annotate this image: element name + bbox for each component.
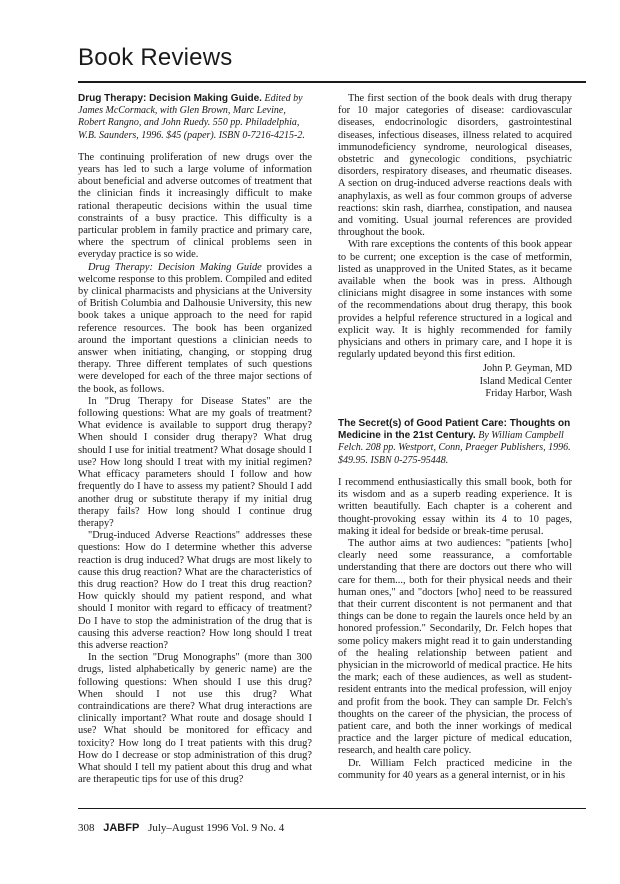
review1-paragraph: With rare exceptions the contents of this book appear to be current; one exception is the case of metformin, listed as unapproved in the United States, as it became available when the book was in press. Although clinicians might disagree in some instances with some of the recommendations about drug therapy, this book provides a helpful reference structured in a logical and explicit way. It is highly recommended for family physicians and others in primary care, and I hope it is regularly updated beyond this first edition.	[338, 239, 572, 361]
journal-name: JABFP	[103, 822, 140, 834]
review2-biblio: By William Campbell Felch. 208 pp. Westport, Conn, Praeger Publishers, 1996. $49.95. ISBN 0-275-95448.	[338, 430, 571, 466]
review1-biblio: Edited by James McCormack, with Glen Brown, Marc Levine, Robert Rangno, and John Ruedy. 550 pp. Philadelphia, W.B. Saunders, 1996. $45 (paper). ISBN 0-7216-4215-2.	[78, 93, 305, 141]
page-number: 308	[78, 822, 95, 834]
review1-paragraph: In the section "Drug Monographs" (more than 300 drugs, listed alphabetically by generic name) are the following questions: When should I use this drug? When should I not use this drug? What contraindications are there? What drug interactions are clinically important? What route and dosage should I use? What should be monitored for efficacy and toxicity? How long do I treat patients with this drug? How do I decrease or stop administration of this drug? What should I tell my patient about this drug and what are therapeutic tips for use of this drug?	[78, 652, 312, 786]
review1-paragraph: The first section of the book deals with drug therapy for 10 major categories of disease: cardiovascular diseases, endocrinologic disorders, gastrointestinal diseases, infectious diseases, illness related to acquired immunodeficiency syndrome, neurological diseases, obstetric and gynecologic conditions, psychiatric disorders, respiratory diseases, and rheumatic diseases. A section on drug-induced adverse reactions deals with anaphylaxis, as well as four common groups of adverse reactions: skin rash, diarrhea, constipation, and nausea and vomiting. Usual journal references are provided throughout the book.	[338, 93, 572, 239]
review1-paragraph: In "Drug Therapy for Disease States" are the following questions: What are my goals of treatment? What evidence is available to support drug therapy? When should I consider drug therapy? What drug should I use for initial treatment? What dosage should I use? How long should I treat with my initial regimen? What efficacy parameters should I follow and how frequently do I have to assess my patient? Should I add another drug or substitute therapy if my initial drug therapy fails? How long should I continue drug therapy?	[78, 395, 312, 529]
review1-header	[78, 93, 312, 142]
section-title: Book Reviews	[78, 44, 233, 71]
review1-book-title-ref: Drug Therapy: Decision Making Guide	[88, 261, 262, 273]
review1-paragraph	[78, 262, 312, 396]
issue-info: July–August 1996 Vol. 9 No. 4	[148, 822, 285, 834]
review2-header	[338, 418, 572, 467]
review2-title: The Secret(s) of Good Patient Care: Thoughts on Medicine in the 21st Century.	[338, 418, 571, 442]
reviewer-affiliation: Island Medical Center	[479, 375, 572, 387]
review2-paragraph: The author aims at two audiences: "patients [who] clearly need some reassurance, a comfortable understanding that there are doctors out there who will care for them..., both for their physical needs and their human ones," and "doctors [who] need to be reassured that their current discontent is not permanent and that things can be done to regain the laurels once held by an honored profession." Secondarily, Dr. Felch hopes that some policy makers might read it to gain understanding of the healing relationship between patient and physician in the microworld of medical practice. He hits the mark; each of these audiences, as well as student-resident entrants into the medical profession, will enjoy and profit from the book. They can sample Dr. Felch's thoughts on the career of the physician, the process of patient care, and both the inner workings of medical practice and the larger picture of medical education, research, and health care policy.	[338, 537, 573, 757]
page-footer	[78, 822, 284, 834]
review2-paragraph: I recommend enthusiastically this small book, both for its wisdom and as a superb reading experience. It is written beautifully. Each chapter is a coherent and thought-provoking essay within its 4 to 10 pages, making it ideal for bedside or break-time perusal.	[338, 476, 572, 537]
reviewer-signature	[338, 363, 572, 400]
right-column	[338, 93, 572, 782]
reviewer-name: John P. Geyman, MD	[482, 363, 572, 375]
review1-title: Drug Therapy: Decision Making Guide.	[78, 93, 262, 104]
review1-paragraph: "Drug-induced Adverse Reactions" addresses these questions: How do I determine whether this adverse reaction is drug induced? What drugs are most likely to cause this drug reaction? What are the characteristics of this drug reaction? How do I treat this drug reaction? How quickly should my patient respond, and what should I monitor with regard to efficacy of treatment? Do I have to stop the administration of the drug that is causing this adverse reaction? How long should I treat this adverse reaction?	[78, 530, 312, 651]
reviewer-location: Friday Harbor, Wash	[485, 387, 572, 399]
review1-paragraph-text: provides a welcome response to this problem. Compiled and edited by clinical pharmacists and physicians at the University of British Columbia and Dalhousie University, this new book takes a unique approach to the need for rapid reference resources. The book has been organized around the important questions a clinician needs to answer when initiating, changing, or stopping drug therapy. Three different templates of such questions were developed for each of the three major sections of the book, as follows.	[78, 261, 312, 395]
header-rule	[78, 81, 586, 83]
review1-paragraph: The continuing proliferation of new drugs over the years has led to such a large volume of information about beneficial and adverse outcomes of treatment that the clinician finds it increasingly difficult to make rational therapeutic decisions within the usual time constraints of a busy practice. This difficulty is a particular problem in family practice and primary care, where the spectrum of clinical problems seen in everyday practice is so wide.	[78, 151, 312, 261]
left-column	[78, 93, 312, 786]
review-separator	[338, 400, 572, 418]
footer-rule	[78, 808, 586, 809]
review2-paragraph: Dr. William Felch practiced medicine in the community for 40 years as a general internist, or in his	[338, 757, 572, 781]
